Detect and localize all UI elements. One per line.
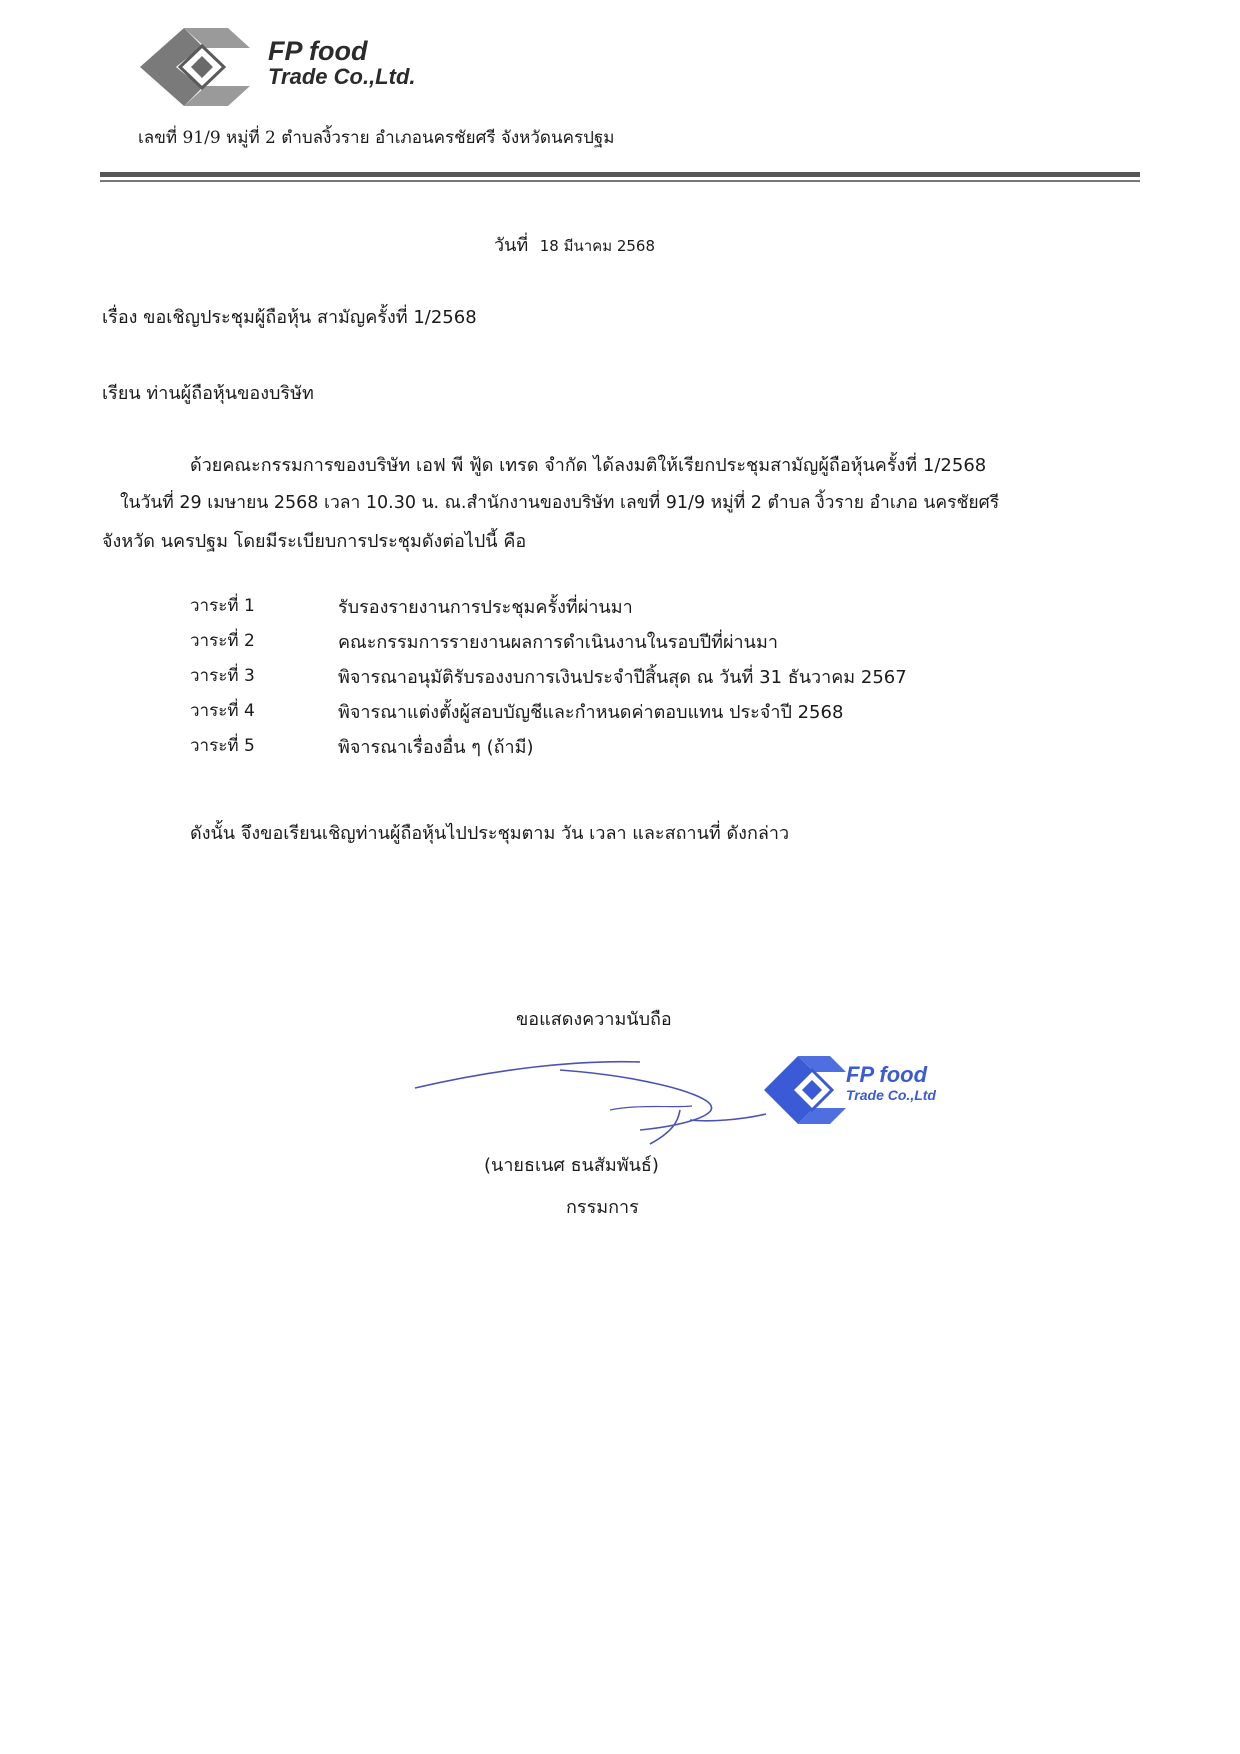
logo-line1: FP food — [268, 36, 368, 66]
letter-subject: เรื่อง ขอเชิญประชุมผู้ถือหุ้น สามัญครั้งที่ 1/2568 — [102, 307, 477, 328]
company-stamp-text — [846, 1064, 936, 1102]
body-line-3: จังหวัด นครปฐม โดยมีระเบียบการประชุมดังต่อไปนี้ คือ — [102, 531, 527, 552]
company-address: เลขที่ 91/9 หมู่ที่ 2 ตำบลงิ้วราย อำเภอนครชัยศรี จังหวัดนครปฐม — [138, 128, 615, 148]
agenda-number: วาระที่ 2 — [190, 631, 255, 651]
body-line-2: ในวันที่ 29 เมษายน 2568 เวลา 10.30 น. ณ.สำนักงานของบริษัท เลขที่ 91/9 หมู่ที่ 2 ตำบล งิ้วราย อำเภอ นครชัยศรี — [120, 493, 1000, 513]
date-label: วันที่ — [494, 235, 529, 256]
logo-line2: Trade Co.,Ltd. — [268, 64, 416, 89]
agenda-number: วาระที่ 4 — [190, 701, 255, 721]
body-line-1: ด้วยคณะกรรมการของบริษัท เอฟ พี ฟู้ด เทรด จำกัด ได้ลงมติให้เรียกประชุมสามัญผู้ถือหุ้นครั้งที่ 1/2568 — [190, 455, 987, 476]
regards-text: ขอแสดงความนับถือ — [516, 1009, 672, 1030]
date-value: 18 มีนาคม 2568 — [539, 237, 656, 255]
handwritten-signature — [410, 1040, 770, 1150]
company-logo-text — [268, 38, 416, 88]
agenda-number: วาระที่ 1 — [190, 596, 255, 616]
letter-date — [494, 230, 655, 259]
header-divider — [100, 172, 1140, 177]
stamp-line1: FP food — [846, 1062, 928, 1087]
agenda-text: พิจารณาอนุมัติรับรองงบการเงินประจำปีสิ้นสุด ณ วันที่ 31 ธันวาคม 2567 — [338, 667, 907, 688]
agenda-number: วาระที่ 3 — [190, 666, 255, 686]
closing-paragraph: ดังนั้น จึงขอเรียนเชิญท่านผู้ถือหุ้นไปประชุมตาม วัน เวลา และสถานที่ ดังกล่าว — [190, 823, 790, 844]
signatory-title: กรรมการ — [566, 1197, 639, 1218]
header-divider-thin — [100, 180, 1140, 182]
letter-recipient: เรียน ท่านผู้ถือหุ้นของบริษัท — [102, 383, 314, 404]
agenda-number: วาระที่ 5 — [190, 736, 255, 756]
agenda-text: คณะกรรมการรายงานผลการดำเนินงานในรอบปีที่ผ่านมา — [338, 632, 778, 653]
company-logo-icon — [132, 24, 262, 110]
agenda-text: รับรองรายงานการประชุมครั้งที่ผ่านมา — [338, 597, 633, 618]
agenda-text: พิจารณาแต่งตั้งผู้สอบบัญชีและกำหนดค่าตอบแทน ประจำปี 2568 — [338, 702, 844, 723]
stamp-line2: Trade Co.,Ltd — [846, 1087, 936, 1103]
signatory-name: (นายธเนศ ธนสัมพันธ์) — [484, 1155, 659, 1176]
agenda-text: พิจารณาเรื่องอื่น ๆ (ถ้ามี) — [338, 737, 534, 758]
